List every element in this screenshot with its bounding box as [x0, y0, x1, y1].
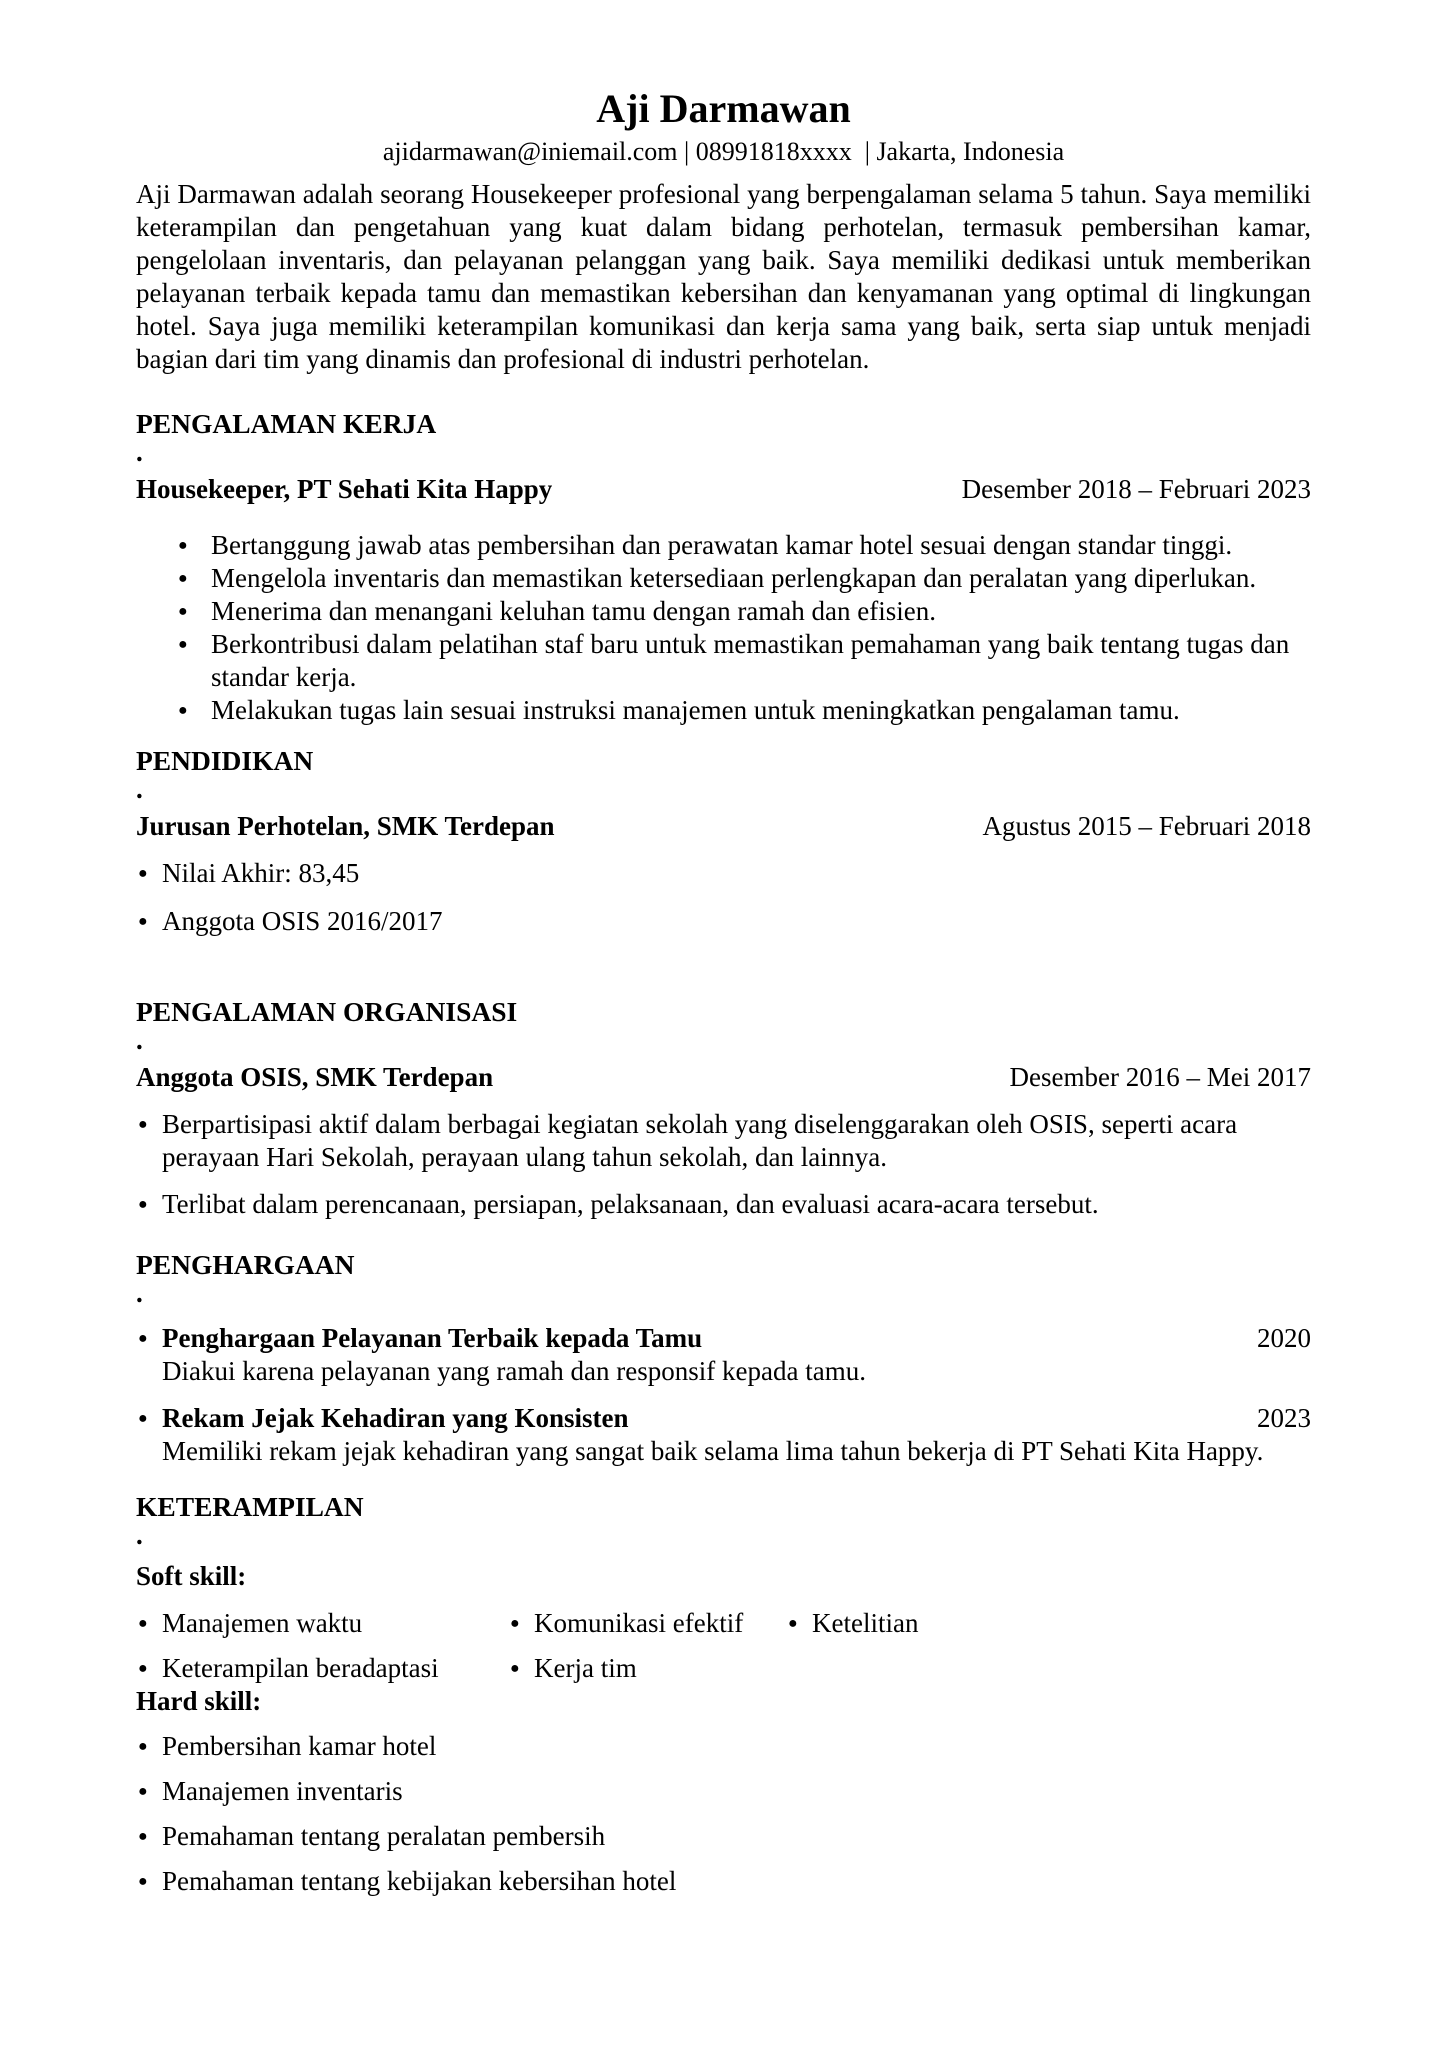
award-name: Penghargaan Pelayanan Terbaik kepada Tamu: [162, 1323, 703, 1353]
soft-skill-text: Komunikasi efektif: [534, 1608, 744, 1638]
bullet-icon: ●: [510, 1660, 520, 1677]
section-title-organization: PENGALAMAN ORGANISASI: [136, 996, 518, 1027]
work-bullet-text: Berkontribusi dalam pelatihan staf baru untuk memastikan pemahaman yang baik tentang tugas dan standar kerja.: [211, 629, 1290, 692]
education-entry-header: [136, 810, 1311, 843]
work-bullet-text: Menerima dan menangani keluhan tamu dengan ramah dan efisien.: [211, 596, 936, 626]
soft-skill-text: Keterampilan beradaptasi: [162, 1653, 439, 1683]
bullet-icon: ●: [178, 603, 188, 620]
hard-skill-text: Pembersihan kamar hotel: [162, 1731, 437, 1761]
profile-summary: Aji Darmawan adalah seorang Housekeeper profesional yang berpengalaman selama 5 tahun. Saya memiliki keterampilan dan pengetahuan yang kuat dalam bidang perhotelan, termasuk pembersihan kamar, pengelolaan inventaris, dan pelayanan pelanggan yang baik. Saya memiliki dedikasi untuk memberikan pelayanan terbaik kepada tamu dan memastikan kebersihan dan kenyamanan yang optimal di lingkungan hotel. Saya juga memiliki keterampilan komunikasi dan kerja sama yang baik, serta siap untuk menjadi bagian dari tim yang dinamis dan profesional di industri perhotelan.: [136, 179, 1311, 374]
bullet-icon: ●: [138, 1828, 148, 1845]
bullet-icon: ●: [138, 865, 148, 882]
work-dates: Desember 2018 – Februari 2023: [961, 474, 1311, 504]
section-marker-dot: .: [136, 437, 143, 467]
section-title-work: PENGALAMAN KERJA: [136, 408, 437, 439]
work-bullet-list: [136, 529, 1311, 727]
award-item: [136, 1402, 1311, 1468]
education-dates: Agustus 2015 – Februari 2018: [982, 811, 1311, 841]
section-title-skills: KETERAMPILAN: [136, 1491, 364, 1522]
hard-skill-list: [136, 1730, 696, 1898]
hard-skill-label: Hard skill:: [136, 1686, 262, 1716]
award-list: [136, 1322, 1311, 1468]
soft-skill-label: Soft skill:: [136, 1561, 247, 1591]
bullet-icon: ●: [788, 1615, 798, 1632]
candidate-name: Aji Darmawan: [596, 86, 851, 131]
work-bullet-text: Bertanggung jawab atas pembersihan dan perawatan kamar hotel sesuai dengan standar tinggi.: [211, 530, 1233, 560]
bullet-icon: ●: [138, 1116, 148, 1133]
award-year: 2023: [1257, 1403, 1311, 1433]
soft-skill-empty-cell: [786, 1652, 1311, 1685]
soft-skill-item: [136, 1607, 508, 1640]
work-bullet: [136, 595, 1311, 628]
soft-skill-text: Kerja tim: [534, 1653, 637, 1683]
hard-skill-item: [136, 1730, 696, 1763]
section-title-awards: PENGHARGAAN: [136, 1249, 355, 1280]
bullet-icon: ●: [138, 1738, 148, 1755]
section-marker-dot: .: [136, 1278, 143, 1308]
hard-skill-item: [136, 1865, 696, 1898]
work-role: Housekeeper, PT Sehati Kita Happy: [136, 474, 553, 504]
award-head: [162, 1322, 1311, 1355]
award-head: [162, 1402, 1311, 1435]
bullet-icon: ●: [138, 1410, 148, 1427]
award-description: Memiliki rekam jejak kehadiran yang sangat baik selama lima tahun bekerja di PT Sehati Kita Happy.: [162, 1436, 1264, 1466]
work-bullet-text: Melakukan tugas lain sesuai instruksi manajemen untuk meningkatkan pengalaman tamu.: [211, 695, 1180, 725]
education-bullet: [136, 857, 1311, 890]
work-bullet: [136, 694, 1311, 727]
bullet-icon: ●: [138, 913, 148, 930]
organization-bullet: [136, 1188, 1311, 1221]
hard-skill-text: Manajemen inventaris: [162, 1776, 403, 1806]
organization-entry-header: [136, 1061, 1311, 1094]
bullet-icon: ●: [178, 702, 188, 719]
education-bullet-list: [136, 857, 1311, 938]
section-marker-dot: .: [136, 774, 143, 804]
soft-skill-grid: [136, 1607, 1311, 1685]
section-marker-dot: .: [136, 1520, 143, 1550]
work-bullet-text: Mengelola inventaris dan memastikan ketersediaan perlengkapan dan peralatan yang diperlukan.: [211, 563, 1257, 593]
work-entry-header: [136, 473, 1311, 506]
award-description: Diakui karena pelayanan yang ramah dan responsif kepada tamu.: [162, 1356, 866, 1386]
bullet-icon: ●: [178, 537, 188, 554]
contact-line: ajidarmawan@iniemail.com | 08991818xxxx | Jakarta, Indonesia: [382, 137, 1065, 166]
organization-role: Anggota OSIS, SMK Terdepan: [136, 1062, 494, 1092]
soft-skill-item: [508, 1652, 786, 1685]
award-name: Rekam Jejak Kehadiran yang Konsisten: [162, 1403, 629, 1433]
education-degree: Jurusan Perhotelan, SMK Terdepan: [136, 811, 555, 841]
bullet-icon: ●: [138, 1783, 148, 1800]
soft-skill-text: Manajemen waktu: [162, 1608, 363, 1638]
organization-bullet-text: Berpartisipasi aktif dalam berbagai kegiatan sekolah yang diselenggarakan oleh OSIS, seperti acara perayaan Hari Sekolah, perayaan ulang tahun sekolah, dan lainnya.: [162, 1109, 1238, 1172]
bullet-icon: ●: [138, 1330, 148, 1347]
section-title-education: PENDIDIKAN: [136, 745, 314, 776]
education-bullet-text: Nilai Akhir: 83,45: [162, 858, 360, 888]
bullet-icon: ●: [138, 1873, 148, 1890]
education-bullet: [136, 905, 1311, 938]
section-marker-dot: .: [136, 1025, 143, 1055]
organization-bullet: [136, 1108, 1311, 1174]
award-year: 2020: [1257, 1323, 1311, 1353]
hard-skill-text: Pemahaman tentang peralatan pembersih: [162, 1821, 606, 1851]
organization-dates: Desember 2016 – Mei 2017: [1009, 1062, 1311, 1092]
soft-skill-item: [786, 1607, 1311, 1640]
bullet-icon: ●: [178, 636, 188, 653]
soft-skill-item: [508, 1607, 786, 1640]
soft-skill-item: [136, 1652, 508, 1685]
work-bullet: [136, 628, 1311, 694]
bullet-icon: ●: [138, 1660, 148, 1677]
organization-bullet-list: [136, 1108, 1311, 1221]
award-item: [136, 1322, 1311, 1388]
bullet-icon: ●: [138, 1196, 148, 1213]
hard-skill-text: Pemahaman tentang kebijakan kebersihan hotel: [162, 1866, 677, 1896]
bullet-icon: ●: [510, 1615, 520, 1632]
bullet-icon: ●: [138, 1615, 148, 1632]
organization-bullet-text: Terlibat dalam perencanaan, persiapan, pelaksanaan, dan evaluasi acara-acara tersebut.: [162, 1189, 1099, 1219]
work-bullet: [136, 562, 1311, 595]
hard-skill-item: [136, 1820, 696, 1853]
hard-skill-item: [136, 1775, 696, 1808]
work-bullet: [136, 529, 1311, 562]
bullet-icon: ●: [178, 570, 188, 587]
education-bullet-text: Anggota OSIS 2016/2017: [162, 906, 443, 936]
soft-skill-text: Ketelitian: [812, 1608, 919, 1638]
